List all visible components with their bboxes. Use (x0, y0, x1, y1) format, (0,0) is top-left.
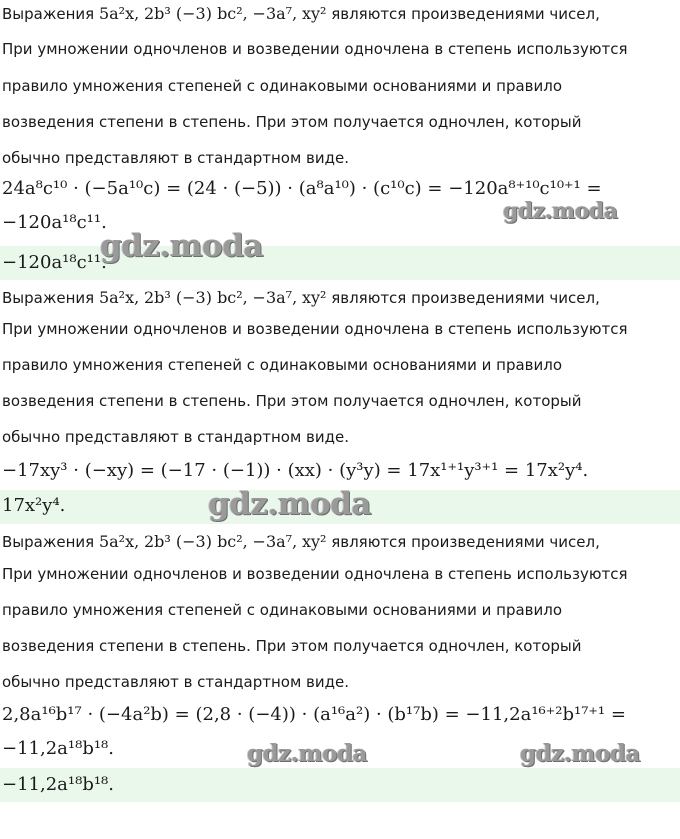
answer: −120a¹⁸c¹¹. (2, 252, 107, 273)
expr-item: xy² (301, 4, 327, 23)
explanation-line: обычно представляют в стандартном виде. (2, 428, 350, 446)
watermark: gdz.moda (208, 486, 371, 522)
solution-expression: 24a⁸c¹⁰ · (−5a¹⁰c) = (24 · (−5)) · (a⁸a¹⁰) · (c¹⁰c) = −120a⁸⁺¹⁰c¹⁰⁺¹ = (2, 178, 602, 199)
solution-expression: 2,8a¹⁶b¹⁷ · (−4a²b) = (2,8 · (−4)) · (a¹⁶a²) · (b¹⁷b) = −11,2a¹⁶⁺²b¹⁷⁺¹ = (2, 704, 626, 725)
expr-item: 2b³ (−3) bc², (143, 532, 248, 551)
watermark: gdz.moda (100, 228, 263, 264)
watermark: gdz.moda (247, 740, 367, 767)
expr-item: −3a⁷, (252, 288, 298, 307)
explanation-line: обычно представляют в стандартном виде. (2, 673, 350, 691)
intro-line: Выражения 5a²x, 2b³ (−3) bc², −3a⁷, xy² являются произведениями чисел, (2, 532, 600, 551)
expr-item: 2b³ (−3) bc², (143, 288, 248, 307)
solution-expression-continued: −11,2a¹⁸b¹⁸. (2, 738, 114, 759)
explanation-line: При умножении одночленов и возведении одночлена в степень используются (2, 40, 628, 58)
explanation-line: При умножении одночленов и возведении одночлена в степень используются (2, 320, 628, 338)
explanation-line: При умножении одночленов и возведении одночлена в степень используются (2, 565, 628, 583)
explanation-line: правило умножения степеней с одинаковыми основаниями и правило (2, 77, 563, 95)
watermark: gdz.moda (520, 740, 640, 767)
expr-item: −3a⁷, (252, 532, 298, 551)
answer: −11,2a¹⁸b¹⁸. (2, 774, 114, 795)
watermark: gdz.moda (503, 198, 618, 224)
expr-item: 5a²x, (98, 288, 140, 307)
explanation-line: правило умножения степеней с одинаковыми основаниями и правило (2, 601, 563, 619)
expr-item: xy² (301, 288, 327, 307)
solution-expression-continued: −120a¹⁸c¹¹. (2, 212, 107, 233)
intro-line: Выражения 5a²x, 2b³ (−3) bc², −3a⁷, xy² являются произведениями чисел, (2, 288, 600, 307)
explanation-line: правило умножения степеней с одинаковыми основаниями и правило (2, 356, 563, 374)
explanation-line: возведения степени в степень. При этом получается одночлен, который (2, 637, 582, 655)
expr-item: 5a²x, (98, 532, 140, 551)
answer: 17x²y⁴. (2, 495, 66, 516)
expr-item: xy² (301, 532, 327, 551)
intro-line: Выражения 5a²x, 2b³ (−3) bc², −3a⁷, xy² являются произведениями чисел, (2, 4, 600, 23)
expr-item: 2b³ (−3) bc², (143, 4, 248, 23)
explanation-line: обычно представляют в стандартном виде. (2, 149, 350, 167)
explanation-line: возведения степени в степень. При этом получается одночлен, который (2, 392, 582, 410)
explanation-line: возведения степени в степень. При этом получается одночлен, который (2, 113, 582, 131)
expr-item: −3a⁷, (252, 4, 298, 23)
expr-item: 5a²x, (98, 4, 140, 23)
solution-expression: −17xy³ · (−xy) = (−17 · (−1)) · (xx) · (y³y) = 17x¹⁺¹y³⁺¹ = 17x²y⁴. (2, 460, 589, 481)
